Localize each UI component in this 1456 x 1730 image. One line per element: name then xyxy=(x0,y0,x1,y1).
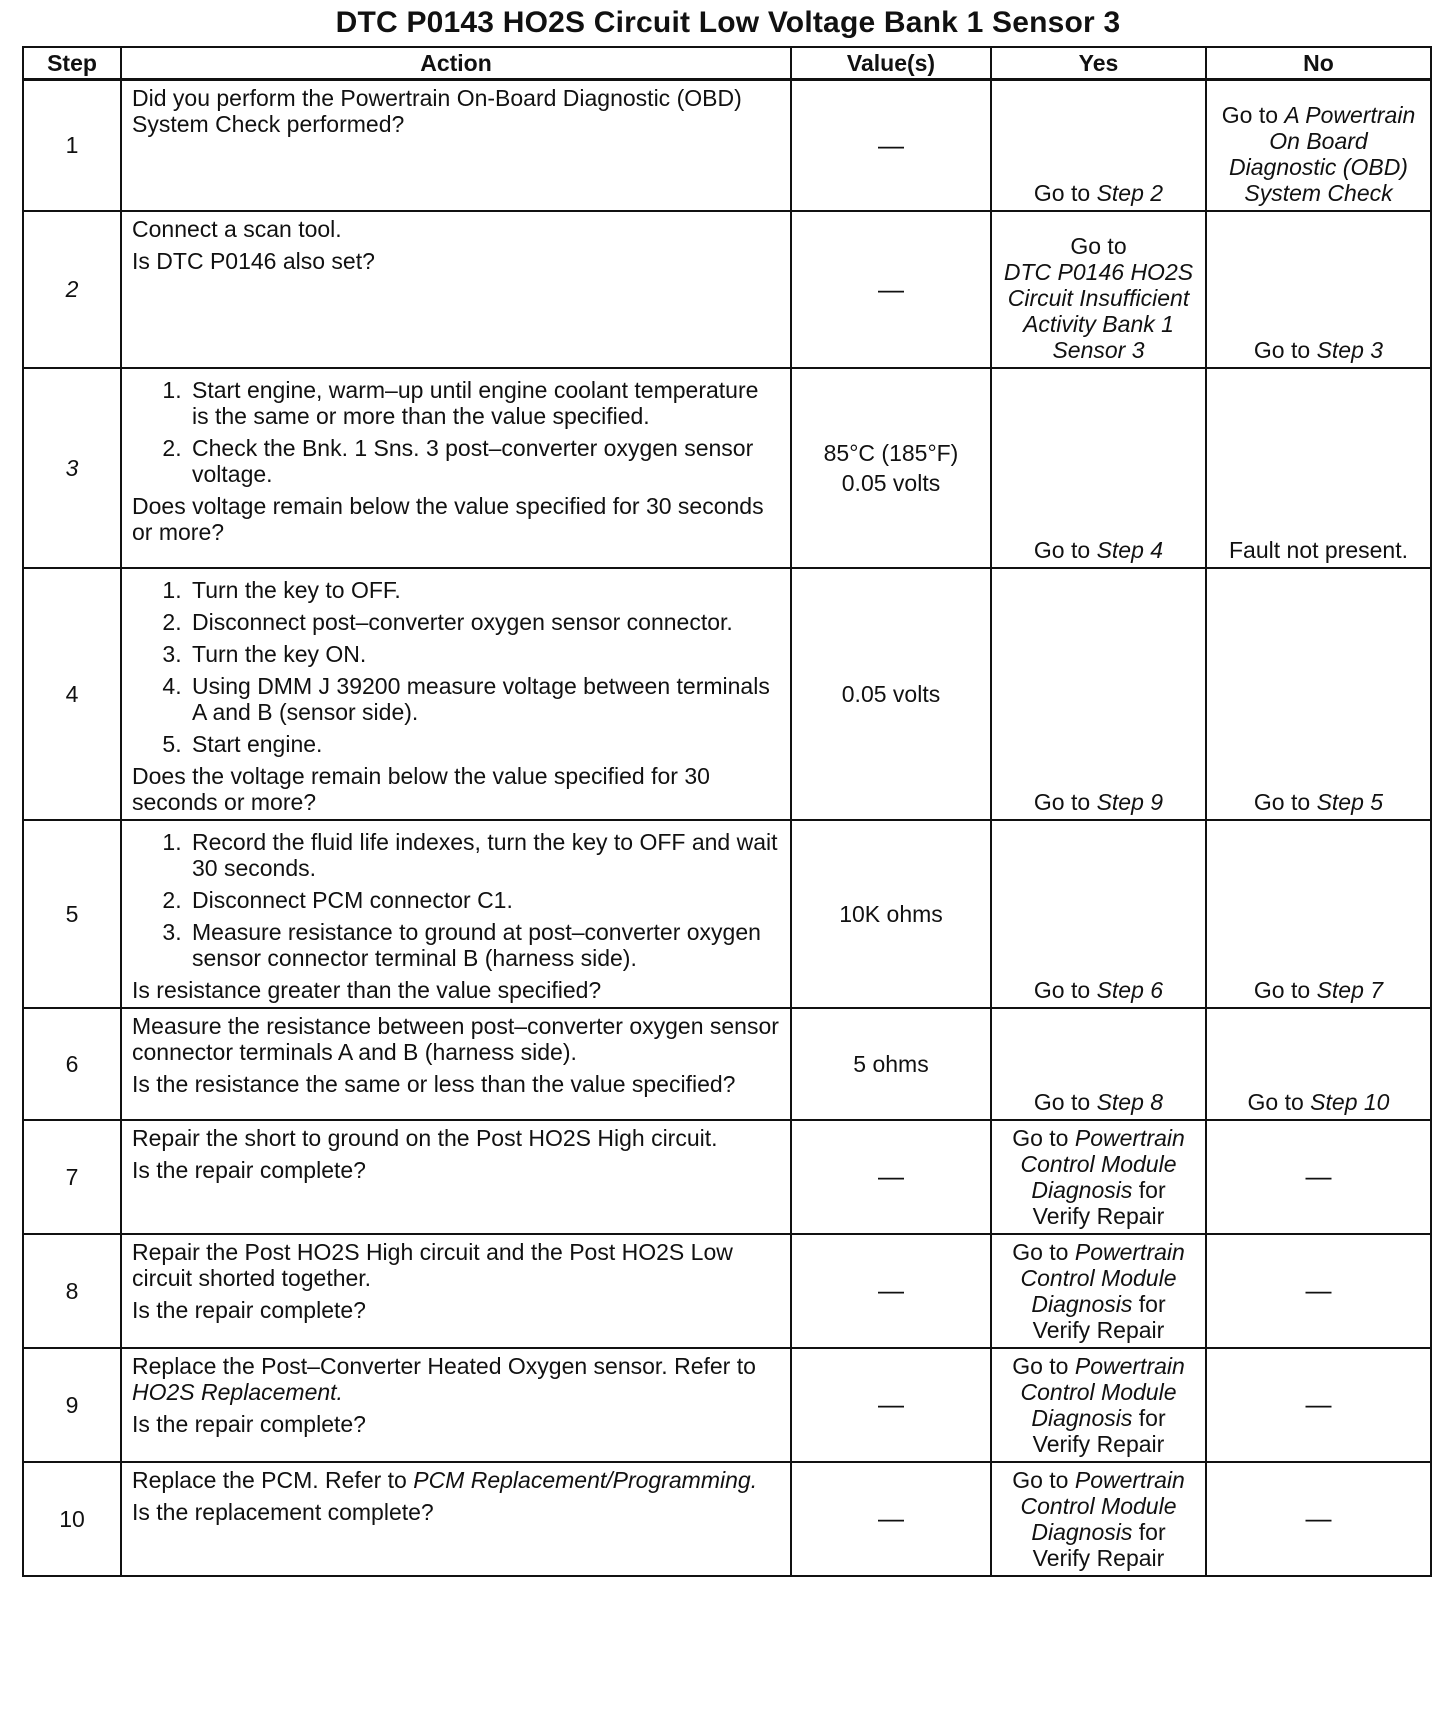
yes-reference: Powertrain Control Module Diagnosis xyxy=(1020,1124,1185,1203)
no-cell xyxy=(1206,1348,1431,1462)
list-item: 2. Disconnect PCM connector C1. xyxy=(188,887,780,913)
no-text: — xyxy=(1305,1161,1332,1191)
yes-reference: DTC P0146 HO2S Circuit Insufficient Activity Bank 1 Sensor 3 xyxy=(1003,258,1194,363)
yes-cell xyxy=(991,1462,1206,1576)
value-text: — xyxy=(878,1503,904,1533)
action-question: Is the replacement complete? xyxy=(132,1498,434,1525)
no-cell xyxy=(1206,568,1431,820)
yes-prefix: Go to xyxy=(1012,1238,1075,1265)
value-cell xyxy=(791,1462,991,1576)
action-question: Is the repair complete? xyxy=(132,1156,366,1183)
value-cell xyxy=(791,1120,991,1234)
column-header-step: Step xyxy=(23,47,121,80)
value-cell xyxy=(791,211,991,368)
no-prefix: Go to xyxy=(1247,1088,1311,1115)
no-prefix: Go to xyxy=(1253,976,1317,1003)
column-header-action: Action xyxy=(121,47,791,80)
table-row xyxy=(23,568,1431,820)
value-text: 0.05 volts xyxy=(841,469,941,496)
no-reference: Step 10 xyxy=(1310,1088,1390,1115)
list-item: 2. Check the Bnk. 1 Sns. 3 post–converter oxygen sensor voltage. xyxy=(188,435,780,487)
action-question: Does the voltage remain below the value specified for 30 seconds or more? xyxy=(132,762,710,815)
yes-prefix: Go to xyxy=(1033,536,1097,563)
no-prefix: Go to xyxy=(1221,101,1285,128)
no-reference: Step 7 xyxy=(1316,976,1384,1003)
no-reference: Step 3 xyxy=(1316,336,1384,363)
list-item: 2. Disconnect post–converter oxygen sensor connector. xyxy=(188,609,780,635)
no-cell xyxy=(1206,1234,1431,1348)
step-number: 5 xyxy=(23,820,121,1008)
yes-prefix: Go to xyxy=(1033,1088,1097,1115)
table-row xyxy=(23,1234,1431,1348)
step-number: 3 xyxy=(23,368,121,568)
action-cell xyxy=(121,820,791,1008)
yes-prefix: Go to xyxy=(1012,1352,1075,1379)
yes-reference: Powertrain Control Module Diagnosis xyxy=(1020,1238,1185,1317)
list-item: 5. Start engine. xyxy=(188,731,780,757)
action-question: Is the repair complete? xyxy=(132,1296,366,1323)
list-item: 1. Start engine, warm–up until engine coolant temperature is the same or more than the value specified. xyxy=(188,377,780,429)
action-cell xyxy=(121,1234,791,1348)
value-cell xyxy=(791,820,991,1008)
step-number: 9 xyxy=(23,1348,121,1462)
action-list xyxy=(132,577,780,757)
yes-cell xyxy=(991,1234,1206,1348)
action-text xyxy=(132,1467,780,1493)
value-text: — xyxy=(878,273,904,304)
step-number: 6 xyxy=(23,1008,121,1120)
value-cell xyxy=(791,1234,991,1348)
yes-cell xyxy=(991,368,1206,568)
table-row xyxy=(23,368,1431,568)
yes-prefix: Go to xyxy=(1070,232,1127,259)
no-prefix: Go to xyxy=(1253,788,1317,815)
no-cell xyxy=(1206,1120,1431,1234)
no-text: — xyxy=(1305,1503,1332,1533)
value-cell xyxy=(791,1008,991,1120)
no-cell xyxy=(1206,1462,1431,1576)
column-header-no: No xyxy=(1206,47,1431,80)
table-row xyxy=(23,1462,1431,1576)
yes-reference: Step 4 xyxy=(1096,536,1164,563)
yes-reference: Powertrain Control Module Diagnosis xyxy=(1020,1466,1185,1545)
yes-cell xyxy=(991,211,1206,368)
yes-reference: Step 9 xyxy=(1096,788,1164,815)
list-item: 4. Using DMM J 39200 measure voltage between terminals A and B (sensor side). xyxy=(188,673,780,725)
action-question: Is the repair complete? xyxy=(132,1410,366,1437)
step-number: 10 xyxy=(23,1462,121,1576)
list-item: 3. Turn the key ON. xyxy=(188,641,780,667)
page-title: DTC P0143 HO2S Circuit Low Voltage Bank 1 Sensor 3 xyxy=(335,6,1121,39)
action-question: Is DTC P0146 also set? xyxy=(132,247,375,274)
yes-prefix: Go to xyxy=(1033,788,1097,815)
action-question: Does voltage remain below the value specified for 30 seconds or more? xyxy=(132,492,764,545)
action-cell xyxy=(121,568,791,820)
step-number: 2 xyxy=(23,211,121,368)
value-cell xyxy=(791,568,991,820)
no-reference: A Powertrain On Board Diagnostic (OBD) System Check xyxy=(1229,101,1416,206)
action-list xyxy=(132,829,780,971)
yes-prefix: Go to xyxy=(1012,1466,1075,1493)
value-text: — xyxy=(878,1389,904,1419)
yes-cell xyxy=(991,820,1206,1008)
step-number: 7 xyxy=(23,1120,121,1234)
table-row xyxy=(23,820,1431,1008)
action-cell xyxy=(121,1462,791,1576)
table-row xyxy=(23,211,1431,368)
action-text: Connect a scan tool. xyxy=(132,215,342,242)
step-number: 1 xyxy=(23,80,121,211)
action-cell xyxy=(121,368,791,568)
value-text: — xyxy=(878,1275,904,1305)
value-text: 5 ohms xyxy=(853,1050,929,1077)
no-reference: Step 5 xyxy=(1316,788,1384,815)
action-text-plain: Replace the Post–Converter Heated Oxygen sensor. Refer to xyxy=(132,1352,756,1379)
action-reference: PCM Replacement/Programming. xyxy=(413,1466,758,1493)
value-text: — xyxy=(878,129,904,160)
yes-cell xyxy=(991,568,1206,820)
action-cell xyxy=(121,80,791,211)
yes-cell xyxy=(991,80,1206,211)
table-row xyxy=(23,1120,1431,1234)
value-text: 85°C (185°F) xyxy=(823,439,959,466)
no-cell xyxy=(1206,1008,1431,1120)
action-text-plain: Replace the PCM. Refer to xyxy=(132,1466,414,1493)
no-cell xyxy=(1206,80,1431,211)
yes-suffix: for Verify Repair xyxy=(1032,1404,1166,1457)
no-cell xyxy=(1206,368,1431,568)
list-item: 3. Measure resistance to ground at post–converter oxygen sensor connector terminal B (harness side). xyxy=(188,919,780,971)
yes-cell xyxy=(991,1348,1206,1462)
value-text: 0.05 volts xyxy=(841,680,941,707)
yes-prefix: Go to xyxy=(1033,976,1097,1003)
table-header-row xyxy=(23,47,1431,80)
action-question: Is resistance greater than the value specified? xyxy=(132,976,602,1003)
action-reference: HO2S Replacement. xyxy=(132,1378,343,1405)
no-text: Fault not present. xyxy=(1229,536,1408,563)
yes-reference: Step 8 xyxy=(1096,1088,1164,1115)
yes-reference: Powertrain Control Module Diagnosis xyxy=(1020,1352,1185,1431)
table-row xyxy=(23,1348,1431,1462)
action-question: Is the resistance the same or less than the value specified? xyxy=(132,1070,736,1097)
no-prefix: Go to xyxy=(1253,336,1317,363)
step-number: 8 xyxy=(23,1234,121,1348)
yes-prefix: Go to xyxy=(1033,179,1097,206)
action-cell xyxy=(121,1008,791,1120)
yes-reference: Step 2 xyxy=(1096,179,1164,206)
action-cell xyxy=(121,1120,791,1234)
action-text: Did you perform the Powertrain On-Board Diagnostic (OBD) System Check performed? xyxy=(132,85,742,137)
no-text: — xyxy=(1305,1275,1332,1305)
value-cell xyxy=(791,368,991,568)
no-cell xyxy=(1206,211,1431,368)
value-cell xyxy=(791,80,991,211)
value-text: 10K ohms xyxy=(839,900,943,927)
value-text: — xyxy=(878,1161,904,1191)
yes-suffix: for Verify Repair xyxy=(1032,1518,1166,1571)
action-text: Measure the resistance between post–converter oxygen sensor connector terminals A and B (harness side). xyxy=(132,1012,779,1065)
list-item: 1. Turn the key to OFF. xyxy=(188,577,780,603)
no-cell xyxy=(1206,820,1431,1008)
step-number: 4 xyxy=(23,568,121,820)
yes-reference: Step 6 xyxy=(1096,976,1164,1003)
yes-suffix: for Verify Repair xyxy=(1032,1290,1166,1343)
diagnostic-table xyxy=(22,46,1432,1577)
action-list xyxy=(132,377,780,487)
column-header-yes: Yes xyxy=(991,47,1206,80)
column-header-values: Value(s) xyxy=(791,47,991,80)
yes-cell xyxy=(991,1008,1206,1120)
action-cell xyxy=(121,1348,791,1462)
value-cell xyxy=(791,1348,991,1462)
no-text: — xyxy=(1305,1389,1332,1419)
action-text xyxy=(132,1353,780,1405)
yes-suffix: for Verify Repair xyxy=(1032,1176,1166,1229)
action-cell xyxy=(121,211,791,368)
list-item: 1. Record the fluid life indexes, turn the key to OFF and wait 30 seconds. xyxy=(188,829,780,881)
yes-cell xyxy=(991,1120,1206,1234)
table-row xyxy=(23,80,1431,211)
table-row xyxy=(23,1008,1431,1120)
yes-prefix: Go to xyxy=(1012,1124,1075,1151)
action-text: Repair the short to ground on the Post HO2S High circuit. xyxy=(132,1124,718,1151)
action-text: Repair the Post HO2S High circuit and the Post HO2S Low circuit shorted together. xyxy=(132,1238,733,1291)
